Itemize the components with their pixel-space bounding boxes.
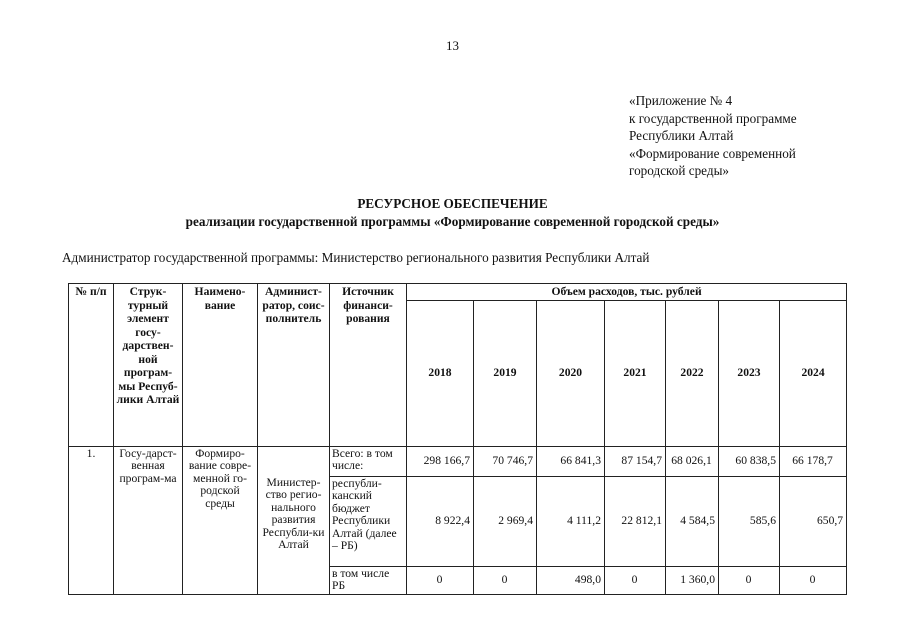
header-year: 2022 xyxy=(666,300,719,446)
row-num: 1. xyxy=(69,446,114,594)
value-cell: 87 154,7 xyxy=(605,446,666,476)
value-cell: 68 026,1 xyxy=(666,446,719,476)
header-name: Наимено-вание xyxy=(183,284,258,447)
page-number: 13 xyxy=(446,38,459,53)
title-line-2: реализации государственной программы «Формирование современной городской среды» xyxy=(185,213,720,229)
header-year: 2024 xyxy=(780,300,847,446)
header-year: 2018 xyxy=(407,300,474,446)
title-line-1: РЕСУРСНОЕ ОБЕСПЕЧЕНИЕ xyxy=(357,196,548,211)
header-year: 2020 xyxy=(537,300,605,446)
value-cell: 0 xyxy=(605,566,666,594)
header-administrator: Админист-ратор, соис-полнитель xyxy=(258,284,330,447)
resource-table xyxy=(68,283,847,595)
header-year: 2023 xyxy=(719,300,780,446)
funding-source-cell: Всего: в том числе: xyxy=(330,446,407,476)
value-cell: 22 812,1 xyxy=(605,476,666,566)
value-cell: 0 xyxy=(719,566,780,594)
value-cell: 650,7 xyxy=(780,476,847,566)
row-structural-element: Госу-дарст-венная програм-ма xyxy=(114,446,183,594)
appendix-line: Республики Алтай xyxy=(629,128,734,143)
appendix-line: к государственной программе xyxy=(629,110,797,126)
header-year: 2021 xyxy=(605,300,666,446)
value-cell: 0 xyxy=(474,566,537,594)
value-cell: 1 360,0 xyxy=(666,566,719,594)
value-cell: 0 xyxy=(407,566,474,594)
value-cell: 8 922,4 xyxy=(407,476,474,566)
funding-source-cell: республи-канский бюджет Республики Алтай (далее – РБ) xyxy=(330,476,407,566)
value-cell: 60 838,5 xyxy=(719,446,780,476)
administrator-line: Администратор государственной программы: Министерство регионального развития Республики Алтай xyxy=(62,250,650,265)
appendix-block xyxy=(629,92,869,180)
value-cell: 498,0 xyxy=(537,566,605,594)
row-administrator: Министер-ство регио-нального развития Республи-ки Алтай xyxy=(258,446,330,594)
header-structural-element: Струк-турный элемент госу-дарствен-ной програм-мы Респуб-лики Алтай xyxy=(114,284,183,447)
value-cell: 298 166,7 xyxy=(407,446,474,476)
value-cell: 70 746,7 xyxy=(474,446,537,476)
value-cell: 585,6 xyxy=(719,476,780,566)
value-cell: 4 111,2 xyxy=(537,476,605,566)
value-cell: 2 969,4 xyxy=(474,476,537,566)
header-year: 2019 xyxy=(474,300,537,446)
funding-source-cell: в том числе РБ xyxy=(330,566,407,594)
value-cell: 0 xyxy=(780,566,847,594)
appendix-line: «Приложение № 4 xyxy=(629,93,733,108)
value-cell: 66 841,3 xyxy=(537,446,605,476)
document-title xyxy=(0,195,905,230)
header-funding-source: Источник финанси-рования xyxy=(330,284,407,447)
appendix-line: «Формирование современной xyxy=(629,145,796,161)
value-cell: 66 178,7 xyxy=(780,446,847,476)
row-name: Формиро-вание совре-менной го-родской среды xyxy=(183,446,258,594)
header-num: № п/п xyxy=(69,284,114,447)
appendix-line: городской среды» xyxy=(629,163,730,178)
header-expense-volume: Объем расходов, тыс. рублей xyxy=(407,284,847,301)
value-cell: 4 584,5 xyxy=(666,476,719,566)
